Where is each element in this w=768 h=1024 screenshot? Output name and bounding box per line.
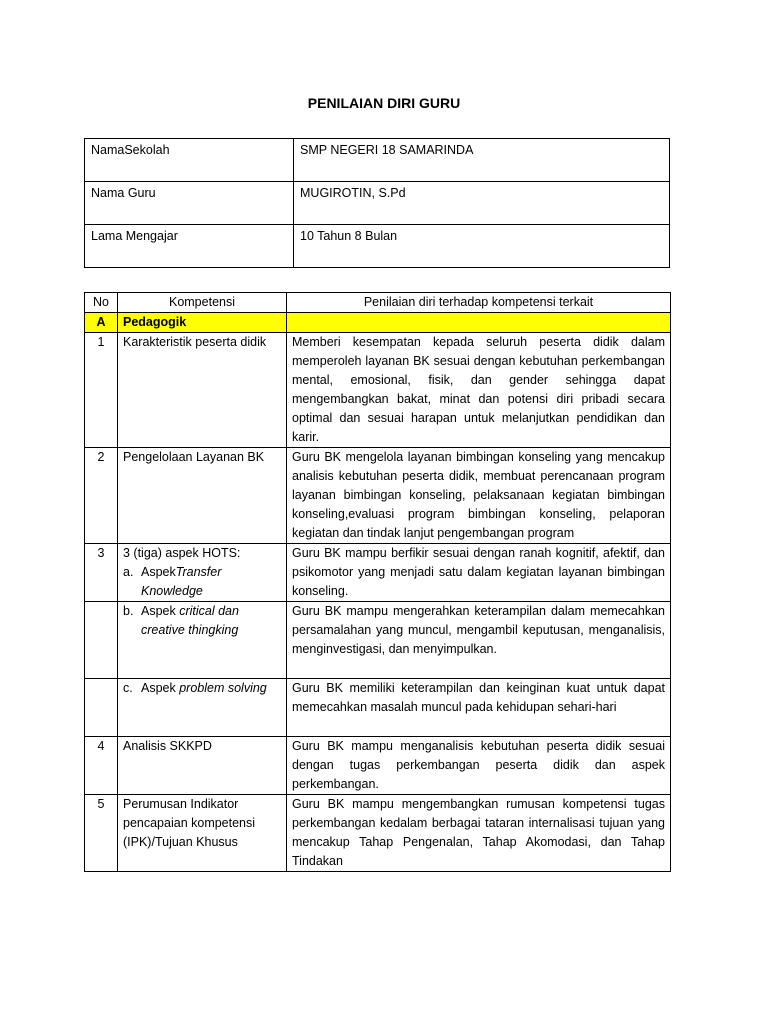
- table-row: [85, 333, 671, 448]
- section-empty: [287, 313, 671, 333]
- section-row-pedagogik: [85, 313, 671, 333]
- sub-italic: Transfer: [175, 565, 222, 579]
- row-no: 4: [85, 737, 118, 795]
- row-assessment: Guru BK mampu menganalisis kebutuhan peserta didik sesuai dengan tugas perkembangan peserta didik dan aspek perkembangan.: [287, 737, 671, 795]
- info-label: Nama Guru: [85, 182, 294, 225]
- row-competency: [118, 602, 287, 679]
- hots-heading: 3 (tiga) aspek HOTS:: [123, 546, 241, 560]
- table-row: [85, 448, 671, 544]
- row-competency: Karakteristik peserta didik: [118, 333, 287, 448]
- sub-letter: c.: [123, 681, 133, 695]
- section-name: Pedagogik: [118, 313, 287, 333]
- sub-prefix: Aspek: [141, 604, 180, 618]
- header-kompetensi: Kompetensi: [118, 293, 287, 313]
- page-title: PENILAIAN DIRI GURU: [307, 95, 461, 111]
- sub-letter: b.: [123, 604, 134, 618]
- row-competency: [118, 544, 287, 602]
- sub-letter: a.: [123, 565, 134, 579]
- header-no: No: [85, 293, 118, 313]
- sub-text: [141, 679, 281, 698]
- table-header-row: [85, 293, 671, 313]
- row-competency: [118, 679, 287, 737]
- section-code: A: [85, 313, 118, 333]
- row-no: [85, 602, 118, 679]
- sub-text: [141, 602, 281, 640]
- header-penilaian: Penilaian diri terhadap kompetensi terkait: [287, 293, 671, 313]
- row-competency: Analisis SKKPD: [118, 737, 287, 795]
- info-value: MUGIROTIN, S.Pd: [294, 182, 670, 225]
- info-value: SMP NEGERI 18 SAMARINDA: [294, 139, 670, 182]
- table-row: [85, 737, 671, 795]
- row-no: 1: [85, 333, 118, 448]
- competency-table: [84, 292, 671, 872]
- info-row-duration: [85, 225, 670, 268]
- info-value: 10 Tahun 8 Bulan: [294, 225, 670, 268]
- sub-prefix: Aspek: [141, 565, 176, 579]
- row-assessment: Guru BK mengelola layanan bimbingan konseling yang mencakup analisis kebutuhan peserta didik, membuat perencanaan program layanan bimbingan konseling, pelaksanaan kegiatan bimbingan konseling,evaluasi program bimbingan konseling, pelaporan kegiatan dan tindak lanjut pengembangan program: [287, 448, 671, 544]
- row-competency: Pengelolaan Layanan BK: [118, 448, 287, 544]
- row-assessment: Guru BK mampu mengerahkan keterampilan dalam memecahkan persamalahan yang muncul, mengambil keputusan, menganalisis, menginvestigasi, dan menyimpulkan.: [287, 602, 671, 679]
- sub-italic: creative thingking: [141, 623, 239, 637]
- row-assessment: Guru BK mampu berfikir sesuai dengan ranah kognitif, afektif, dan psikomotor yang menjadi satu dalam kegiatan layanan bimbingan konseling.: [287, 544, 671, 602]
- sub-italic: critical dan: [179, 604, 239, 618]
- row-no: 3: [85, 544, 118, 602]
- table-row: [85, 602, 671, 679]
- school-info-table: [84, 138, 670, 268]
- hots-aspect-c: [123, 679, 281, 698]
- hots-aspect-b: [123, 602, 281, 640]
- info-label: Lama Mengajar: [85, 225, 294, 268]
- info-row-teacher: [85, 182, 670, 225]
- row-assessment: Guru BK mampu mengembangkan rumusan kompetensi tugas perkembangan kedalam berbagai tataran internalisasi tujuan yang mencakup Tahap Pengenalan, Tahap Akomodasi, dan Tahap Tindakan: [287, 795, 671, 872]
- table-row: [85, 679, 671, 737]
- sub-text: [141, 563, 281, 601]
- sub-italic: problem solving: [179, 681, 267, 695]
- hots-aspect-a: [123, 563, 281, 601]
- table-row: [85, 795, 671, 872]
- info-label: NamaSekolah: [85, 139, 294, 182]
- info-row-school: [85, 139, 670, 182]
- sub-prefix: Aspek: [141, 681, 180, 695]
- row-no: 2: [85, 448, 118, 544]
- row-assessment: Memberi kesempatan kepada seluruh peserta didik dalam memperoleh layanan BK sesuai dengan kebutuhan perkembangan mental, emosional, fisik, dan gender sehingga dapat mengembangkan bakat, minat dan potensi diri pribadi secara optimal dan sesuai harapan untuk melanjutkan pendidikan dan karir.: [287, 333, 671, 448]
- row-no: [85, 679, 118, 737]
- sub-italic: Knowledge: [141, 584, 203, 598]
- row-assessment: Guru BK memiliki keterampilan dan keinginan kuat untuk dapat memecahkan masalah muncul pada kehidupan sehari-hari: [287, 679, 671, 737]
- table-row: [85, 544, 671, 602]
- row-no: 5: [85, 795, 118, 872]
- row-competency: Perumusan Indikator pencapaian kompetensi (IPK)/Tujuan Khusus: [118, 795, 287, 872]
